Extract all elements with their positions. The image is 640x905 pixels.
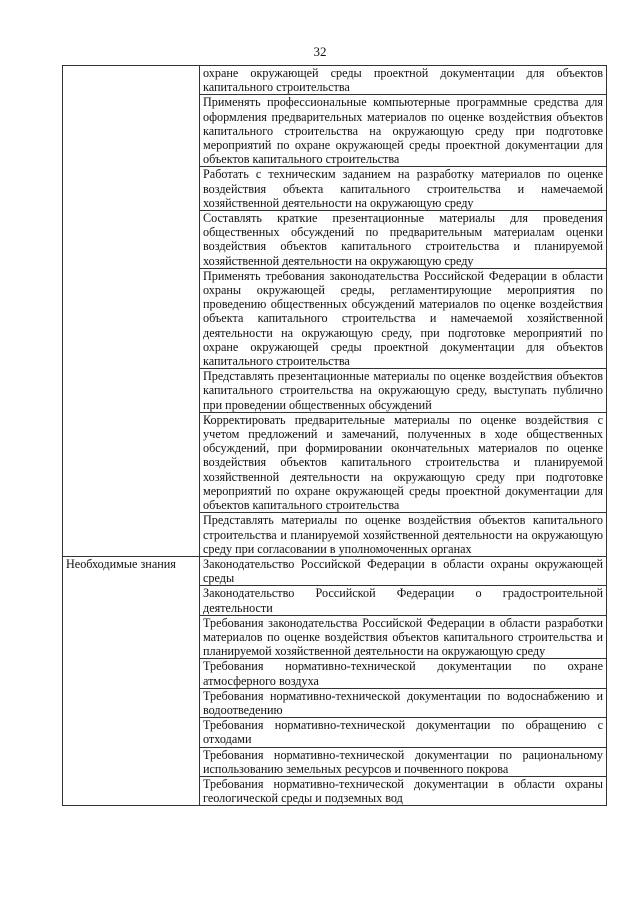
table-cell: Корректировать предварительные материалы по оценке воздействия с учетом предложений и замечаний, полученных в ходе общественных обсуждений, при формировании окончательных материалов по оценке воздействия объектов капитального строительства и планируемой хозяйственной деятельности на окружающую среду при подготовке мероприятий по охране окружающей среды проектной документации для объектов капитального строительства: [200, 412, 607, 512]
knowledge-label: Необходимые знания: [63, 556, 200, 805]
table-cell: Требования нормативно-технической документации в области охраны геологической среды и подземных вод: [200, 776, 607, 805]
table-cell: Представлять материалы по оценке воздействия объектов капитального строительства и планируемой хозяйственной деятельности на окружающую среду при согласовании в уполномоченных органах: [200, 513, 607, 557]
table-cell: охране окружающей среды проектной документации для объектов капитального строительства: [200, 66, 607, 95]
table-row: [63, 66, 607, 95]
requirements-table: [62, 65, 607, 806]
table-row: [63, 556, 607, 585]
table-cell: Применять требования законодательства Российской Федерации в области охраны окружающей среды, регламентирующие мероприятия по проведению общественных обсуждений материалов по оценке воздействия объекта капитального строительства и намечаемой хозяйственной деятельности на окружающую среду, при подготовке мероприятий по охране окружающей среды проектной документации для объектов капитального строительства: [200, 268, 607, 368]
table-cell: Требования нормативно-технической документации по рациональному использованию земельных ресурсов и почвенного покрова: [200, 747, 607, 776]
table-cell: Требования законодательства Российской Федерации в области разработки материалов по оценке воздействия объектов капитального строительства и планируемой хозяйственной деятельности на окружающую среду: [200, 615, 607, 659]
row-label-empty: [63, 66, 200, 557]
table-cell: Требования нормативно-технической документации по охране атмосферного воздуха: [200, 659, 607, 688]
table-cell: Составлять краткие презентационные материалы для проведения общественных обсуждений по предварительным материалам оценки воздействия объектов капитального строительства и планируемой хозяйственной деятельности на окружающую среду: [200, 211, 607, 269]
page-number: 32: [313, 44, 327, 59]
table-cell: Требования нормативно-технической документации по обращению с отходами: [200, 718, 607, 747]
table-cell: Требования нормативно-технической документации по водоснабжению и водоотведению: [200, 688, 607, 717]
table-cell: Применять профессиональные компьютерные программные средства для оформления предварительных материалов по оценке воздействия объектов капитального строительства на окружающую среду при подготовке мероприятий по охране окружающей среды проектной документации для объектов капитального строительства: [200, 95, 607, 167]
table-cell: Законодательство Российской Федерации о градостроительной деятельности: [200, 586, 607, 615]
table-cell: Представлять презентационные материалы по оценке воздействия объектов капитального строительства на окружающую среду, выступать публично при проведении общественных обсуждений: [200, 369, 607, 413]
table-cell: Работать с техническим заданием на разработку материалов по оценке воздействия объекта капитального строительства и намечаемой хозяйственной деятельности на окружающую среду: [200, 167, 607, 211]
table-cell: Законодательство Российской Федерации в области охраны окружающей среды: [200, 556, 607, 585]
